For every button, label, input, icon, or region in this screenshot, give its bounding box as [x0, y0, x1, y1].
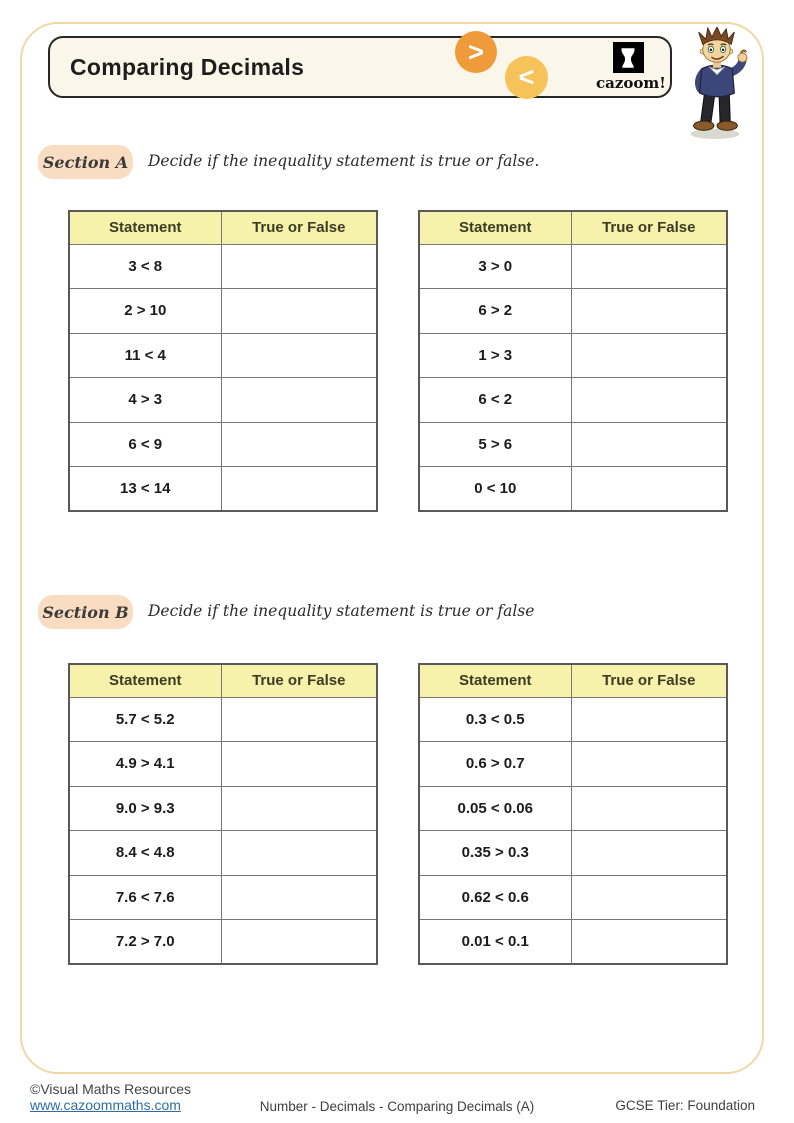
answer-cell [571, 697, 727, 742]
answer-cell [221, 831, 377, 876]
answer-cell [221, 697, 377, 742]
section-b-label: Section B [38, 595, 133, 629]
table-row [69, 422, 377, 467]
statement-cell: 3 > 0 [419, 244, 571, 289]
answer-cell [221, 920, 377, 965]
table-row [419, 467, 727, 512]
less-than-badge [505, 56, 548, 99]
statement-cell: 6 > 2 [419, 289, 571, 334]
table-row [419, 378, 727, 423]
statement-cell: 4 > 3 [69, 378, 221, 423]
table-row [69, 742, 377, 787]
table-row [419, 422, 727, 467]
less-than-icon: < [518, 62, 535, 92]
table-row [419, 289, 727, 334]
section-a-table-1 [68, 210, 378, 512]
column-header-statement: Statement [419, 211, 571, 244]
table-row [419, 742, 727, 787]
answer-cell [221, 742, 377, 787]
section-b-instruction: Decide if the inequality statement is true or false [148, 602, 535, 620]
statement-cell: 3 < 8 [69, 244, 221, 289]
statement-cell: 0.6 > 0.7 [419, 742, 571, 787]
answer-cell [571, 289, 727, 334]
cazoom-logo-text: cazoom! [596, 74, 666, 92]
column-header-statement: Statement [69, 664, 221, 697]
answer-cell [221, 378, 377, 423]
statement-cell: 7.2 > 7.0 [69, 920, 221, 965]
table-row [69, 289, 377, 334]
table-row [419, 831, 727, 876]
statement-cell: 0.01 < 0.1 [419, 920, 571, 965]
table-row [69, 697, 377, 742]
table-row [419, 786, 727, 831]
section-b-table-2 [418, 663, 728, 965]
answer-cell [571, 875, 727, 920]
answer-cell [221, 422, 377, 467]
section-a-table-2 [418, 210, 728, 512]
column-header-true-or-false: True or False [221, 211, 377, 244]
column-header-statement: Statement [419, 664, 571, 697]
statement-cell: 13 < 14 [69, 467, 221, 512]
table-row [419, 244, 727, 289]
table-row [69, 875, 377, 920]
worksheet-title: Comparing Decimals [70, 53, 305, 80]
answer-cell [571, 831, 727, 876]
statement-cell: 5.7 < 5.2 [69, 697, 221, 742]
worksheet-title-box [48, 36, 672, 98]
table-row [69, 831, 377, 876]
statement-cell: 1 > 3 [419, 333, 571, 378]
table-row [69, 786, 377, 831]
drum-icon [613, 42, 644, 73]
table-row [69, 244, 377, 289]
section-a-label: Section A [38, 145, 133, 179]
answer-cell [571, 467, 727, 512]
table-row [69, 378, 377, 423]
statement-cell: 4.9 > 4.1 [69, 742, 221, 787]
statement-cell: 0.05 < 0.06 [419, 786, 571, 831]
answer-cell [571, 333, 727, 378]
greater-than-icon: > [468, 36, 484, 67]
answer-cell [221, 467, 377, 512]
statement-cell: 0.35 > 0.3 [419, 831, 571, 876]
answer-cell [571, 378, 727, 423]
statement-cell: 0.3 < 0.5 [419, 697, 571, 742]
table-row [419, 920, 727, 965]
cazoom-logo [596, 42, 666, 92]
statement-cell: 5 > 6 [419, 422, 571, 467]
answer-cell [571, 786, 727, 831]
answer-cell [221, 244, 377, 289]
statement-cell: 0.62 < 0.6 [419, 875, 571, 920]
section-b-table-1 [68, 663, 378, 965]
answer-cell [571, 422, 727, 467]
section-a-instruction: Decide if the inequality statement is true or false. [148, 152, 540, 170]
copyright-text: ©Visual Maths Resources [30, 1081, 192, 1097]
answer-cell [571, 244, 727, 289]
table-row [69, 467, 377, 512]
table-row [419, 333, 727, 378]
greater-than-badge [455, 31, 497, 73]
column-header-true-or-false: True or False [571, 211, 727, 244]
answer-cell [221, 875, 377, 920]
statement-cell: 11 < 4 [69, 333, 221, 378]
answer-cell [221, 786, 377, 831]
statement-cell: 7.6 < 7.6 [69, 875, 221, 920]
answer-cell [571, 742, 727, 787]
statement-cell: 2 > 10 [69, 289, 221, 334]
table-row [69, 333, 377, 378]
statement-cell: 0 < 10 [419, 467, 571, 512]
column-header-true-or-false: True or False [221, 664, 377, 697]
answer-cell [221, 333, 377, 378]
statement-cell: 9.0 > 9.3 [69, 786, 221, 831]
table-row [419, 875, 727, 920]
answer-cell [571, 920, 727, 965]
statement-cell: 6 < 2 [419, 378, 571, 423]
statement-cell: 6 < 9 [69, 422, 221, 467]
answer-cell [221, 289, 377, 334]
worksheet-breadcrumb: Number - Decimals - Comparing Decimals (A) [259, 1099, 535, 1114]
website-link[interactable]: www.cazoommaths.com [30, 1097, 181, 1113]
column-header-statement: Statement [69, 211, 221, 244]
cazoom-character-illustration [683, 27, 751, 141]
tier-label: GCSE Tier: Foundation [615, 1098, 755, 1113]
statement-cell: 8.4 < 4.8 [69, 831, 221, 876]
table-row [419, 697, 727, 742]
table-row [69, 920, 377, 965]
column-header-true-or-false: True or False [571, 664, 727, 697]
